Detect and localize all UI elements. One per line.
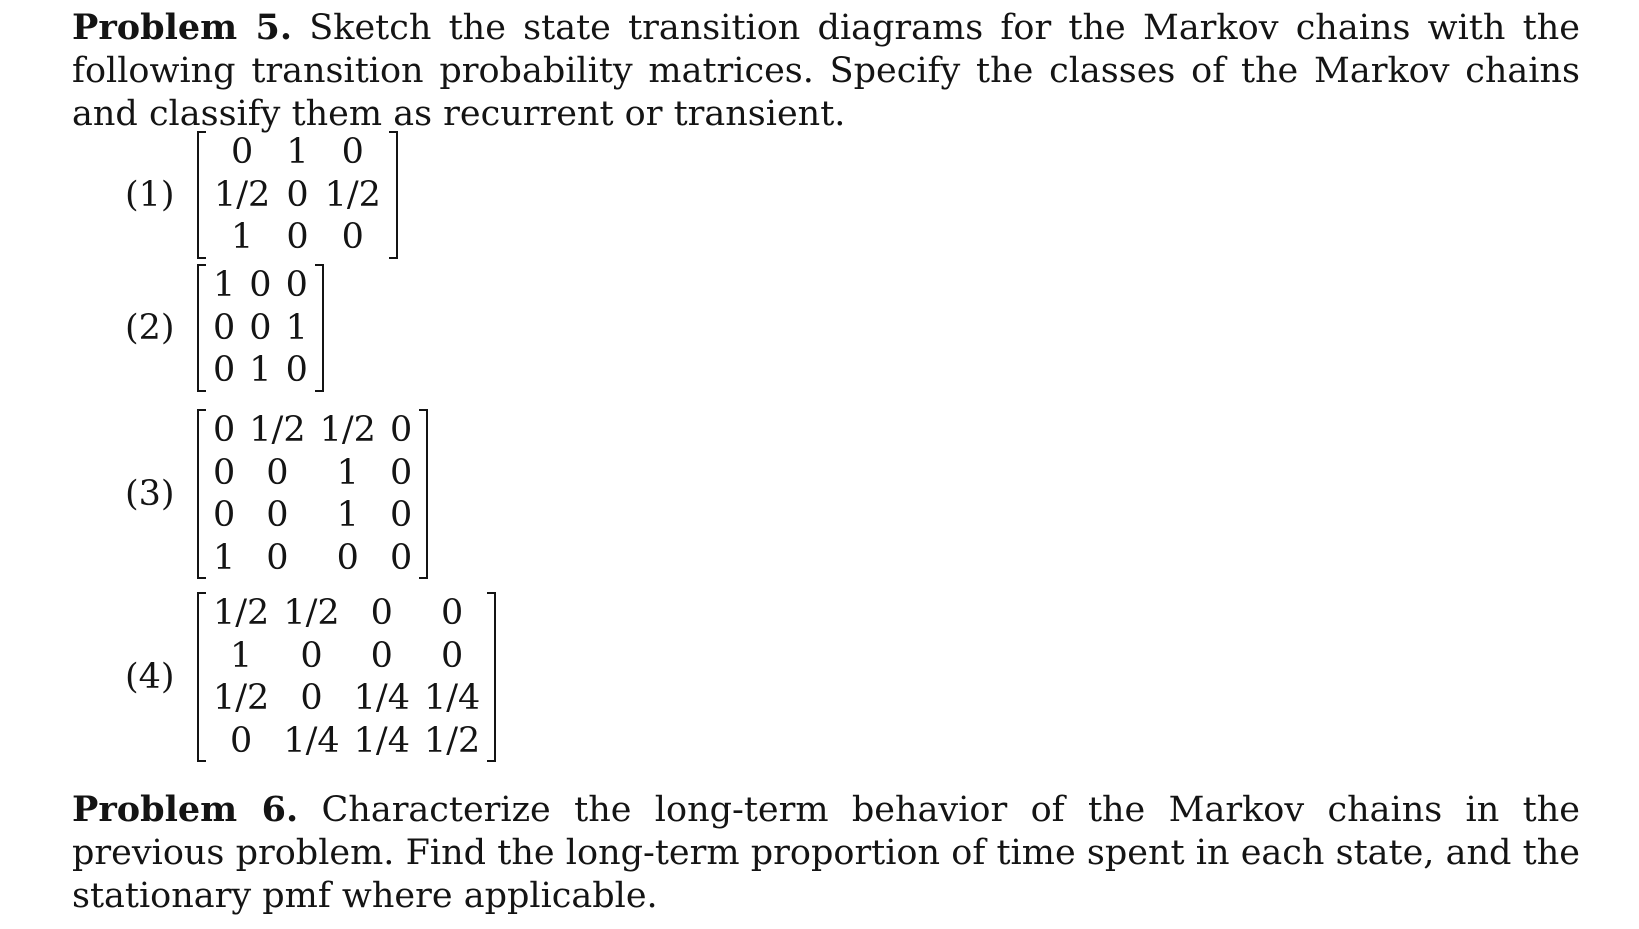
matrix-cell: 0 <box>389 495 413 535</box>
matrix-cell: 0 <box>266 452 289 493</box>
matrix-cell: 0 <box>249 307 272 348</box>
problem-5-heading: Problem 5. <box>72 7 293 48</box>
matrix-cell: 0 <box>370 635 393 676</box>
matrix-cell: 0 <box>213 350 236 390</box>
matrix-cell: 1/4 <box>423 678 481 718</box>
matrix-cell: 0 <box>285 265 308 305</box>
matrix-cell: 1 <box>213 265 236 305</box>
matrix-row <box>206 592 487 635</box>
problem-6-paragraph <box>72 788 1580 918</box>
matrix-cell: 0 <box>213 452 236 493</box>
matrix-cell: 1/2 <box>214 174 271 215</box>
matrix-block-4 <box>125 592 496 762</box>
matrix-row <box>206 264 315 307</box>
matrix-cell: 0 <box>389 410 413 450</box>
matrix-row <box>206 452 419 495</box>
matrix-cell: 0 <box>370 593 393 633</box>
matrix-cell: 0 <box>341 132 364 172</box>
matrix-cell: 0 <box>231 132 254 172</box>
matrix-row <box>206 720 487 763</box>
problem-5-text: Sketch the state transition diagrams for the Markov chains with the following transition probability matrices. Specify the classes of the Markov chains and classify them as recurrent or transient. <box>72 8 1580 134</box>
matrix-row <box>206 216 389 259</box>
matrix-row <box>206 349 315 392</box>
matrix-cell: 0 <box>285 350 308 390</box>
matrix-row <box>206 677 487 720</box>
matrix-cell: 0 <box>249 265 272 305</box>
matrix-cell: 0 <box>300 678 323 718</box>
matrix-row <box>206 307 315 350</box>
matrix-3 <box>197 409 428 579</box>
matrix-row <box>206 409 419 452</box>
matrix-row <box>206 174 389 217</box>
matrix-block-1 <box>125 131 398 259</box>
matrix-cell: 1 <box>231 217 254 257</box>
matrix-cell: 1/2 <box>324 174 381 215</box>
matrix-cell: 0 <box>230 720 253 761</box>
problem-5-paragraph <box>72 6 1580 136</box>
matrix-cell: 1/4 <box>353 678 410 718</box>
matrix-label-1: (1) <box>125 174 175 215</box>
matrix-cell: 1 <box>285 307 308 348</box>
matrix-cell: 0 <box>213 410 236 450</box>
matrix-cell: 0 <box>441 593 464 633</box>
matrix-label-3: (3) <box>125 474 175 514</box>
matrix-cell: 1/2 <box>213 678 270 718</box>
matrix-block-2 <box>125 264 324 392</box>
matrix-row <box>206 537 419 580</box>
matrix-cell: 0 <box>286 174 309 215</box>
matrix-cell: 1/2 <box>213 593 270 633</box>
matrix-row <box>206 635 487 678</box>
matrix-cell: 1 <box>230 635 253 676</box>
matrix-cell: 1/4 <box>353 720 410 761</box>
matrix-label-4: (4) <box>125 657 175 697</box>
matrix-cell: 1/2 <box>249 410 306 450</box>
matrix-cell: 1/2 <box>423 720 481 761</box>
matrix-cell: 1/4 <box>283 720 340 761</box>
matrix-cell: 1 <box>213 537 236 578</box>
matrix-cell: 0 <box>389 537 413 578</box>
problem-6-heading: Problem 6. <box>72 789 299 830</box>
matrix-cell: 0 <box>213 495 236 535</box>
matrix-cell: 1/2 <box>283 593 340 633</box>
matrix-cell: 1 <box>336 452 359 493</box>
matrix-cell: 0 <box>441 635 464 676</box>
matrix-1 <box>197 131 398 259</box>
matrix-cell: 1/2 <box>319 410 376 450</box>
matrix-row <box>206 131 389 174</box>
matrix-row <box>206 494 419 537</box>
matrix-cell: 1 <box>286 132 309 172</box>
matrix-cell: 1 <box>336 495 359 535</box>
matrix-cell: 0 <box>300 635 323 676</box>
matrix-cell: 0 <box>266 495 289 535</box>
matrix-label-2: (2) <box>125 307 175 348</box>
matrix-cell: 0 <box>266 537 289 578</box>
problem-6-text: Characterize the long-term behavior of the Markov chains in the previous problem. Find the long-term proportion of time spent in each state, and the stationary pmf where applicable. <box>72 790 1580 916</box>
matrix-2 <box>197 264 324 392</box>
matrix-cell: 0 <box>341 217 364 257</box>
matrix-4 <box>197 592 496 762</box>
matrix-cell: 0 <box>213 307 236 348</box>
matrix-cell: 1 <box>249 350 272 390</box>
matrix-cell: 0 <box>336 537 359 578</box>
matrix-block-3 <box>125 409 428 579</box>
matrix-cell: 0 <box>389 452 413 493</box>
matrix-cell: 0 <box>286 217 309 257</box>
